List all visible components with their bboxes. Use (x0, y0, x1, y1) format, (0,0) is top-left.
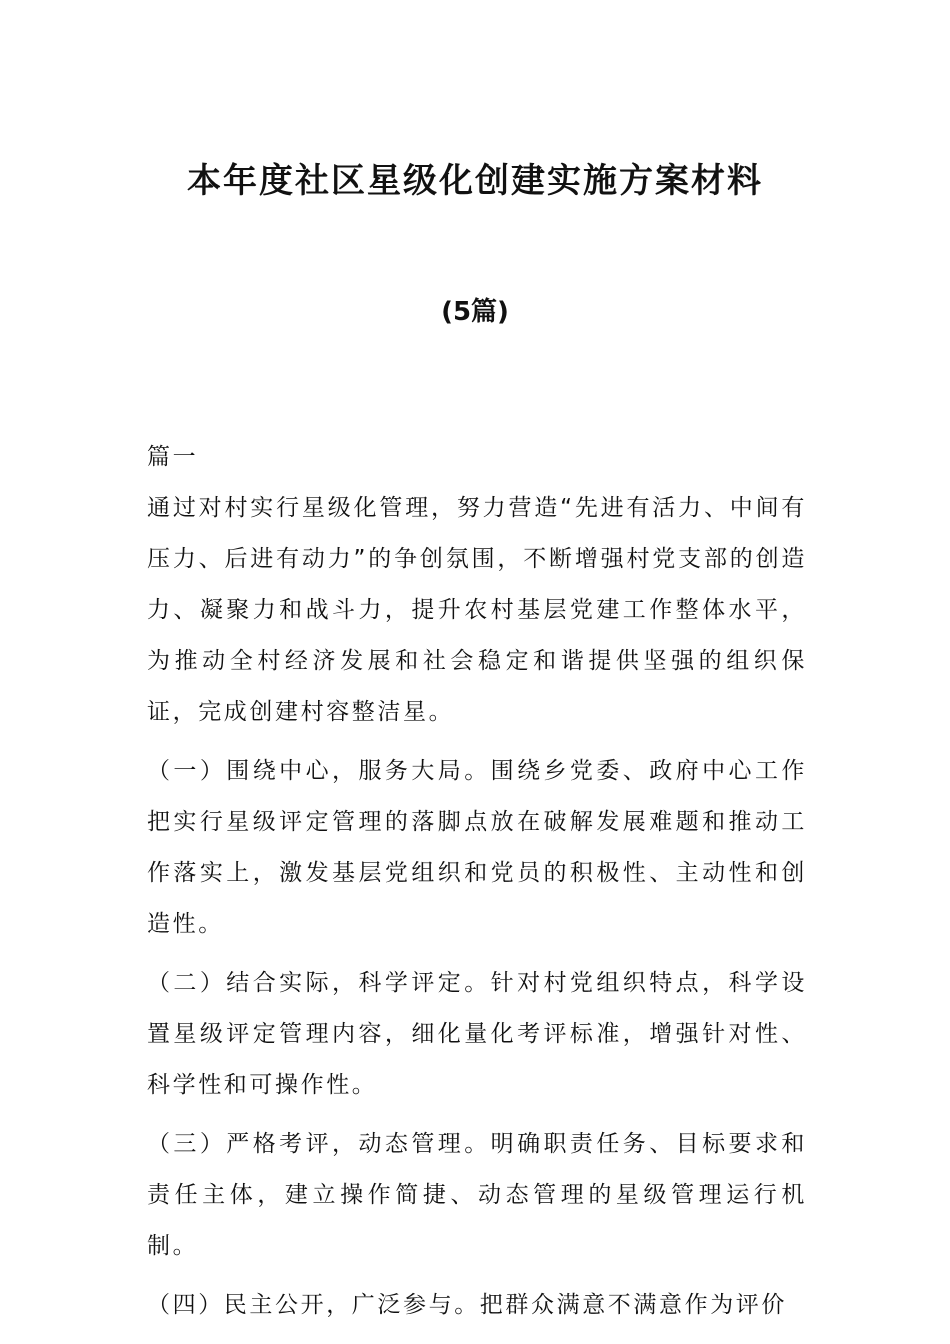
document-subtitle: (5篇) (441, 297, 509, 327)
document-title: 本年度社区星级化创建实施方案材料 (187, 161, 763, 201)
paragraph-item-2: （二）结合实际，科学评定。针对村党组织特点，科学设置星级评定管理内容，细化量化考评标准，增强针对性、科学性和可操作性。 (147, 970, 807, 1098)
paragraph-item-4: （四）民主公开，广泛参与。把群众满意不满意作为评价 (147, 1292, 787, 1318)
document-body (147, 432, 807, 1339)
section-label: 篇一 (147, 444, 199, 470)
paragraph-intro: 通过对村实行星级化管理，努力营造“先进有活力、中间有压力、后进有动力”的争创氛围，不断增强村党支部的创造力、凝聚力和战斗力，提升农村基层党建工作整体水平，为推动全村经济发展和社会稳定和谐提供坚强的组织保证，完成创建村容整洁星。 (147, 495, 807, 725)
paragraph-item-1: （一）围绕中心，服务大局。围绕乡党委、政府中心工作把实行星级评定管理的落脚点放在破解发展难题和推动工作落实上，激发基层党组织和党员的积极性、主动性和创造性。 (147, 758, 807, 937)
paragraph-item-3: （三）严格考评，动态管理。明确职责任务、目标要求和责任主体，建立操作简捷、动态管理的星级管理运行机制。 (147, 1131, 807, 1259)
